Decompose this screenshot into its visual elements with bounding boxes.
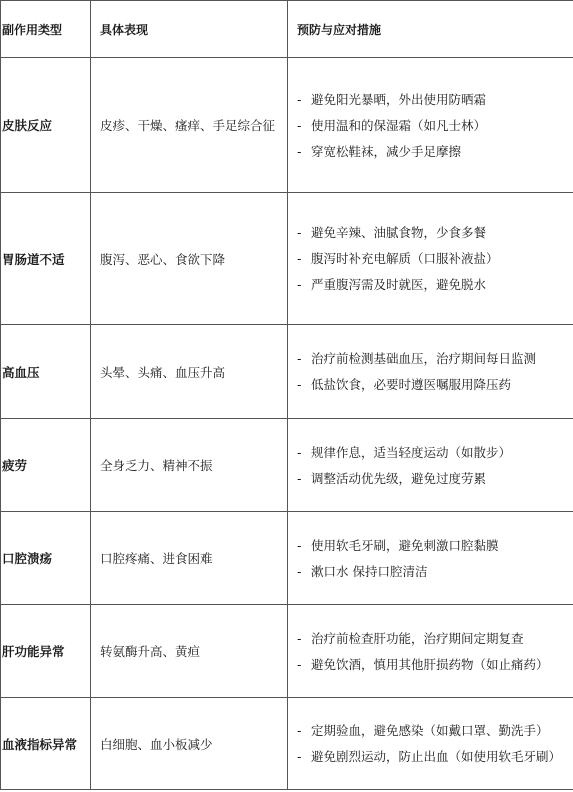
measure-item [297, 722, 573, 739]
measure-item [297, 376, 573, 393]
table-row [1, 325, 573, 419]
table-row [1, 193, 573, 325]
symptom-cell: 口腔疼痛、进食困难 [91, 512, 288, 605]
dash-bullet: - [297, 749, 302, 764]
measure-item [297, 656, 573, 673]
dash-bullet: - [297, 251, 302, 266]
measure-text: 使用软毛牙刷，避免刺激口腔黏膜 [311, 537, 499, 553]
table-row [1, 512, 573, 605]
header-side-effect-type: 副作用类型 [1, 1, 91, 58]
dash-bullet: - [297, 225, 302, 240]
measure-item [297, 537, 573, 554]
measure-item [297, 276, 573, 293]
side-effect-type: 血液指标异常 [1, 698, 91, 790]
header-symptoms: 具体表现 [91, 1, 288, 58]
measure-text: 低盐饮食，必要时遵医嘱服用降压药 [311, 377, 512, 392]
symptom-cell: 皮疹、干燥、瘙痒、手足综合征 [91, 58, 288, 193]
dash-bullet: - [297, 91, 302, 107]
measure-item [297, 470, 573, 487]
measure-text: 避免剧烈运动，防止出血（如使用软毛牙刷） [311, 749, 562, 764]
measure-text: 使用温和的保湿霜（如凡士林） [311, 117, 487, 133]
measures-cell [288, 512, 573, 605]
table-row [1, 698, 573, 790]
symptom-cell: 头晕、头痛、血压升高 [91, 325, 288, 419]
measure-item [297, 630, 573, 647]
measures-cell [288, 325, 573, 419]
measure-text: 规律作息，适当轻度运动（如散步） [311, 444, 512, 460]
dash-bullet: - [297, 377, 302, 392]
dash-bullet: - [297, 470, 302, 486]
measure-text: 避免饮酒，慎用其他肝损药物（如止痛药） [311, 656, 549, 672]
measure-text: 漱口水 保持口腔清洁 [311, 563, 428, 579]
measure-item [297, 748, 573, 765]
measures-cell [288, 58, 573, 193]
symptom-cell: 白细胞、血小板减少 [91, 698, 288, 790]
header-row [1, 1, 573, 58]
measure-item [297, 117, 573, 134]
symptom-cell: 转氨酶升高、黄疸 [91, 605, 288, 698]
measure-text: 调整活动优先级，避免过度劳累 [311, 470, 487, 486]
dash-bullet: - [297, 537, 302, 553]
measures-cell [288, 419, 573, 512]
side-effect-type: 皮肤反应 [1, 58, 91, 193]
measure-item [297, 91, 573, 108]
measures-cell [288, 193, 573, 325]
dash-bullet: - [297, 656, 302, 672]
measure-item [297, 563, 573, 580]
measure-item [297, 444, 573, 461]
measure-item [297, 143, 573, 160]
dash-bullet: - [297, 117, 302, 133]
measure-text: 穿宽松鞋袜，减少手足摩擦 [311, 143, 462, 159]
measure-text: 严重腹泻需及时就医，避免脱水 [311, 277, 487, 292]
dash-bullet: - [297, 630, 302, 646]
measure-item [297, 250, 573, 267]
measure-text: 避免辛辣、油腻食物，少食多餐 [311, 225, 487, 240]
dash-bullet: - [297, 351, 302, 366]
measures-cell [288, 698, 573, 790]
dash-bullet: - [297, 143, 302, 159]
symptom-cell: 全身乏力、精神不振 [91, 419, 288, 512]
measures-cell [288, 605, 573, 698]
header-measures: 预防与应对措施 [288, 1, 573, 58]
table-row [1, 419, 573, 512]
dash-bullet: - [297, 277, 302, 292]
side-effect-type: 肝功能异常 [1, 605, 91, 698]
side-effect-type: 胃肠道不适 [1, 193, 91, 325]
dash-bullet: - [297, 444, 302, 460]
measure-item [297, 224, 573, 241]
dash-bullet: - [297, 723, 302, 738]
measure-text: 避免阳光暴晒，外出使用防晒霜 [311, 91, 487, 107]
table-row [1, 605, 573, 698]
measure-item [297, 350, 573, 367]
table-row [1, 58, 573, 193]
side-effect-type: 口腔溃疡 [1, 512, 91, 605]
side-effect-type: 疲劳 [1, 419, 91, 512]
dash-bullet: - [297, 563, 302, 579]
measure-text: 治疗前检测基础血压，治疗期间每日监测 [311, 351, 537, 366]
symptom-cell: 腹泻、恶心、食欲下降 [91, 193, 288, 325]
measure-text: 定期验血，避免感染（如戴口罩、勤洗手） [311, 723, 549, 738]
measure-text: 腹泻时补充电解质（口服补液盐） [311, 251, 499, 266]
side-effect-type: 高血压 [1, 325, 91, 419]
measure-text: 治疗前检查肝功能，治疗期间定期复查 [311, 630, 524, 646]
